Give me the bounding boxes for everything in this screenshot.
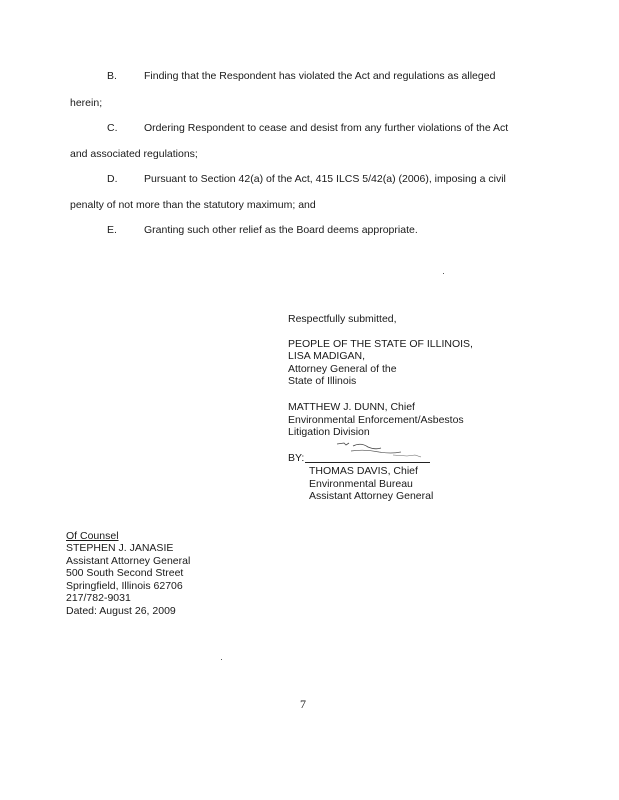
relief-item-text: Finding that the Respondent has violated the Act and regulations as alleged <box>144 70 496 82</box>
relief-item-letter: D. <box>107 173 118 185</box>
scan-speck <box>221 659 222 660</box>
relief-item-text: Granting such other relief as the Board deems appropriate. <box>144 224 418 236</box>
counsel-line: STEPHEN J. JANASIE <box>66 542 174 554</box>
chief-line: Environmental Enforcement/Asbestos <box>288 414 464 426</box>
scan-speck <box>443 273 444 274</box>
relief-item-letter: E. <box>107 224 117 236</box>
party-line: PEOPLE OF THE STATE OF ILLINOIS, <box>288 338 473 350</box>
page-number: 7 <box>300 697 306 711</box>
party-line: State of Illinois <box>288 375 357 387</box>
chief-line: Litigation Division <box>288 426 370 438</box>
relief-item-continuation: herein; <box>70 97 103 109</box>
counsel-line: Dated: August 26, 2009 <box>66 605 176 617</box>
counsel-line: 500 South Second Street <box>66 567 184 579</box>
by-label: BY: <box>288 452 305 464</box>
party-line: LISA MADIGAN, <box>288 350 366 362</box>
closing-text: Respectfully submitted, <box>288 313 397 325</box>
counsel-line: 217/782-9031 <box>66 592 131 604</box>
relief-item-continuation: penalty of not more than the statutory maximum; and <box>70 199 316 211</box>
signature-line <box>305 462 430 463</box>
relief-item-continuation: and associated regulations; <box>70 148 198 160</box>
counsel-line: Assistant Attorney General <box>66 555 191 567</box>
relief-item-text: Ordering Respondent to cease and desist from any further violations of the Act <box>144 122 509 134</box>
relief-item-letter: C. <box>107 122 118 134</box>
party-line: Attorney General of the <box>288 363 397 375</box>
signature-scribble <box>335 438 425 460</box>
of-counsel-heading: Of Counsel <box>66 530 119 542</box>
counsel-line: Springfield, Illinois 62706 <box>66 580 183 592</box>
relief-item-text: Pursuant to Section 42(a) of the Act, 415 ILCS 5/42(a) (2006), imposing a civil <box>144 173 506 185</box>
chief-line: MATTHEW J. DUNN, Chief <box>288 401 415 413</box>
relief-item-letter: B. <box>107 70 117 82</box>
signer-line: Assistant Attorney General <box>309 490 434 502</box>
signer-line: THOMAS DAVIS, Chief <box>309 465 418 477</box>
signer-line: Environmental Bureau <box>309 478 413 490</box>
